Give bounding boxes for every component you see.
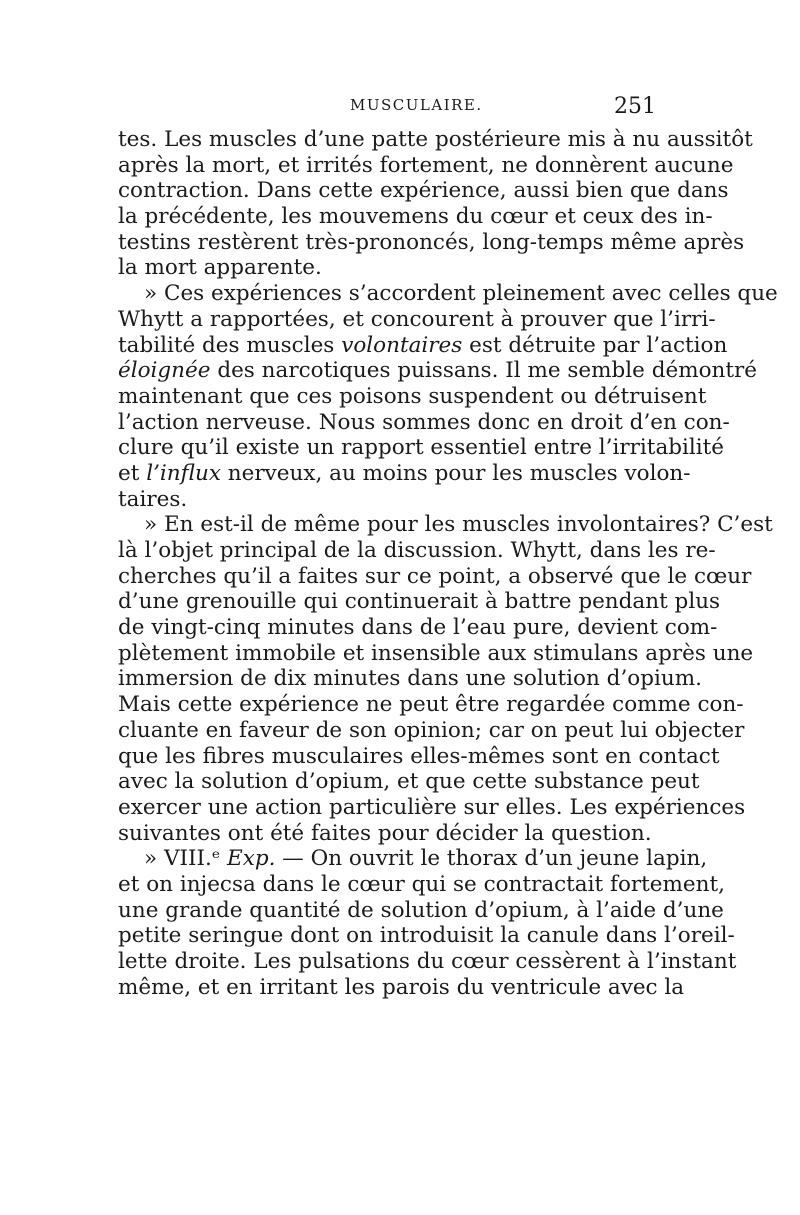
text-line: cluante en faveur de son opinion; car on peut lui objecter (118, 717, 745, 743)
text-line: tabilité des muscles volontaires est détruite par l’action (118, 332, 728, 358)
page-number: 251 (614, 94, 656, 119)
text-line: la mort apparente. (118, 255, 322, 281)
text-line: suivantes ont été faites pour décider la question. (118, 820, 652, 846)
text-line: après la mort, et irrités fortement, ne donnèrent aucune (118, 152, 734, 178)
page-header (118, 94, 658, 120)
text-line: l’action nerveuse. Nous sommes donc en droit d’en con- (118, 409, 730, 435)
text-line: cherches qu’il a faites sur ce point, a observé que le cœur (118, 563, 752, 589)
paragraph (118, 512, 773, 846)
text-line: » VIII.ᵉ Exp. — On ouvrit le thorax d’un jeune lapin, (144, 846, 708, 872)
text-line: plètement immobile et insensible aux stimulans après une (118, 640, 754, 666)
paragraph (118, 127, 753, 281)
text-line: et l’influx nerveux, au moins pour les muscles volon- (118, 460, 691, 486)
text-line: Mais cette expérience ne peut être regardée comme con- (118, 692, 744, 718)
body-text (118, 127, 778, 1000)
text-line: contraction. Dans cette expérience, aussi bien que dans (118, 178, 729, 204)
text-line: tes. Les muscles d’une patte postérieure mis à nu aussitôt (118, 127, 753, 152)
text-line: immersion de dix minutes dans une solution d’opium. (118, 666, 702, 692)
text-line: » Ces expériences s’accordent pleinement avec celles que (144, 281, 778, 307)
text-line: éloignée des narcotiques puissans. Il me semble démontré (118, 358, 758, 384)
text-line: Whytt a rapportées, et concourent à prouver que l’irri- (118, 306, 716, 332)
paragraph (118, 846, 737, 1000)
text-line: la précédente, les mouvemens du cœur et ceux des in- (118, 204, 713, 230)
text-line: lette droite. Les pulsations du cœur cessèrent à l’instant (118, 949, 737, 974)
text-line: avec la solution d’opium, et que cette substance peut (118, 769, 700, 795)
text-line: » En est-il de même pour les muscles involontaires? C’est (144, 512, 773, 538)
text-line: que les fibres musculaires elles-mêmes sont en contact (118, 743, 720, 769)
text-line: taires. (118, 486, 188, 512)
text-line: même, et en irritant les parois du ventricule avec la (118, 974, 685, 1000)
text-line: une grande quantité de solution d’opium, à l’aide d’une (118, 897, 724, 923)
text-line: clure qu’il existe un rapport essentiel entre l’irritabilité (118, 435, 725, 461)
text-line: testins restèrent très-prononcés, long-temps même après (118, 229, 745, 255)
text-line: et on injecsa dans le cœur qui se contractait fortement, (118, 871, 725, 897)
text-line: d’une grenouille qui continuerait à battre pendant plus (118, 589, 721, 615)
paragraph (118, 281, 778, 512)
text-line: exercer une action particulière sur elles. Les expériences (118, 794, 746, 820)
text-line: petite seringue dont on introduisit la canule dans l’oreil- (118, 923, 735, 949)
running-title: MUSCULAIRE. (350, 96, 483, 114)
text-line: de vingt-cinq minutes dans de l’eau pure, devient com- (118, 615, 718, 641)
text-line: là l’objet principal de la discussion. Whytt, dans les re- (118, 538, 716, 563)
text-line: maintenant que ces poisons suspendent ou détruisent (118, 383, 707, 409)
